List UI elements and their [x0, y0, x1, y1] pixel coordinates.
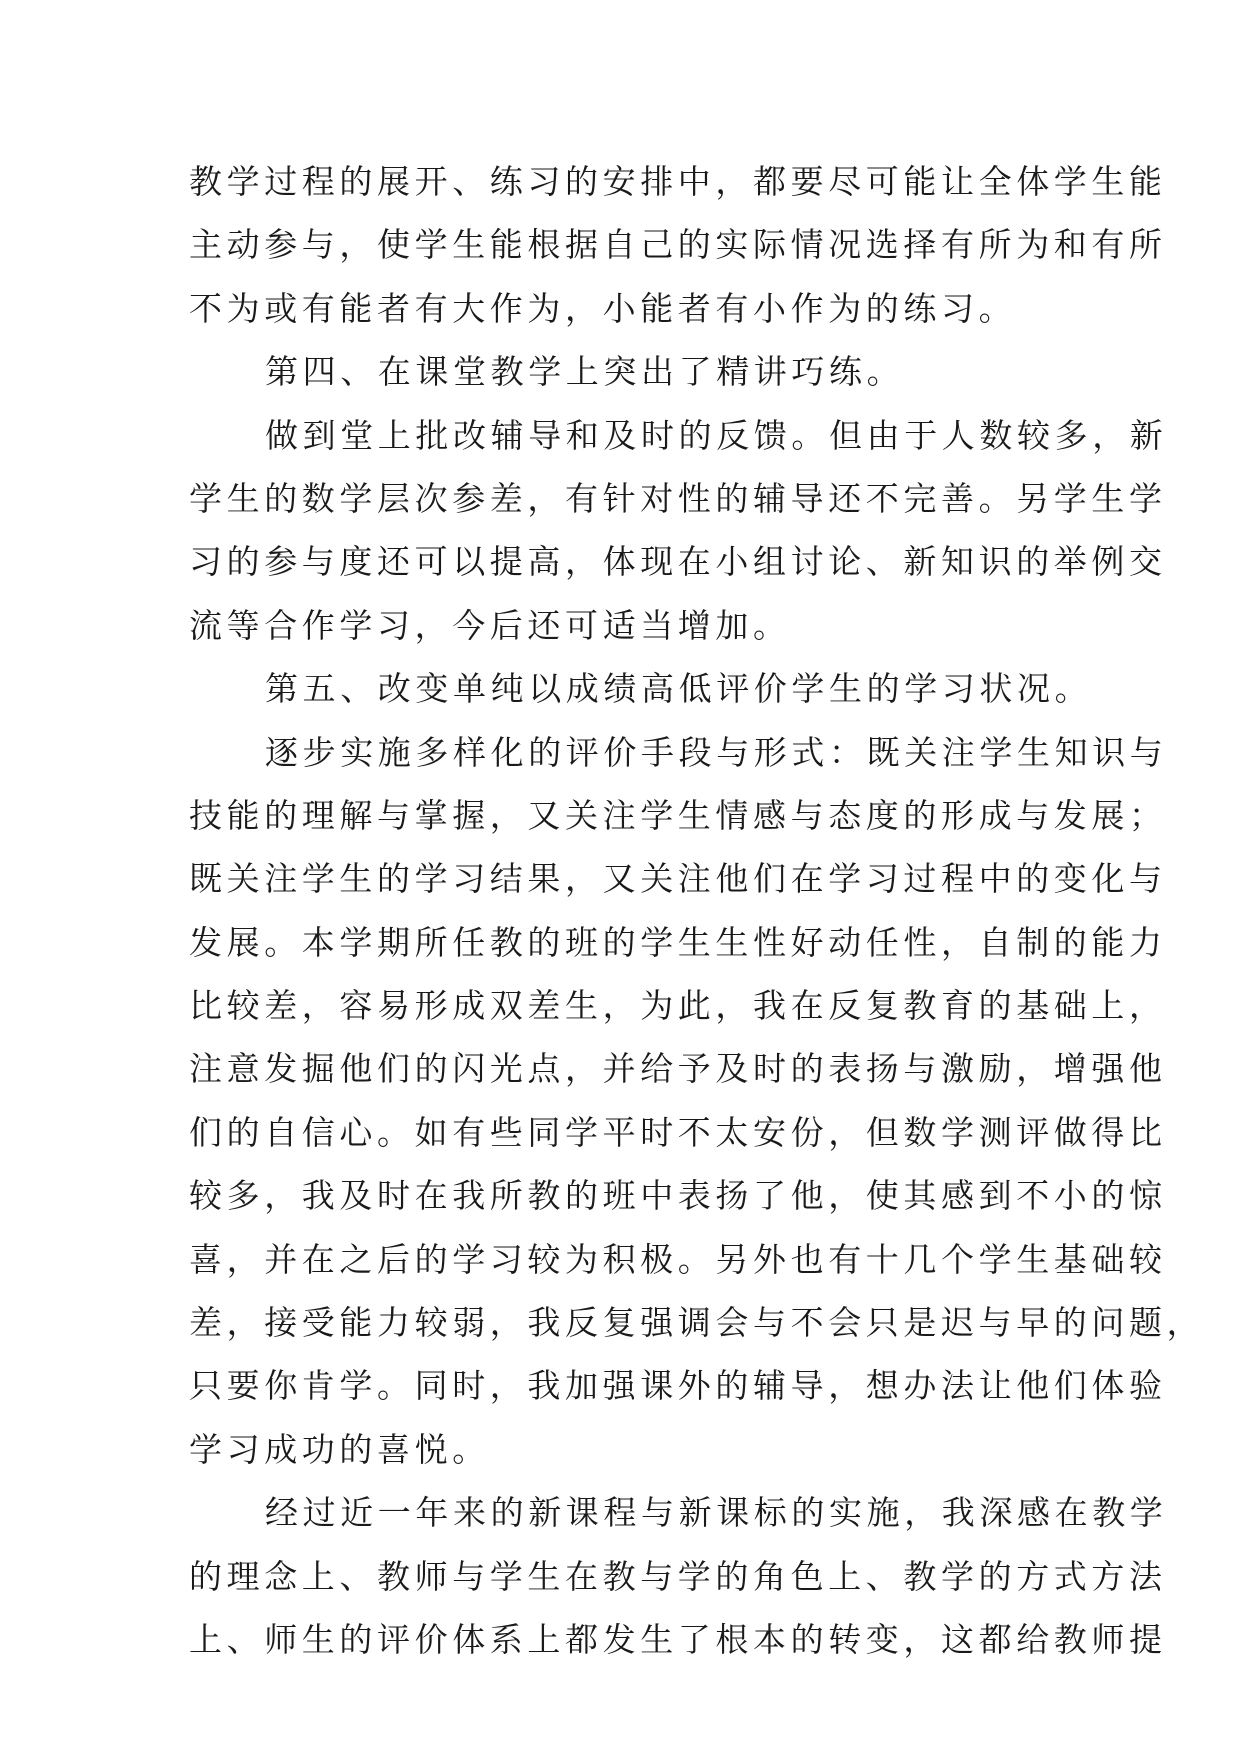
text-line: 做到堂上批改辅导和及时的反馈。但由于人数较多，新 [265, 415, 1168, 455]
text-line: 经过近一年来的新课程与新课标的实施，我深感在教学 [265, 1493, 1168, 1533]
text-line: 主动参与，使学生能根据自己的实际情况选择有所为和有所 [189, 225, 1167, 265]
text-line: 技能的理解与掌握，又关注学生情感与态度的形成与发展； [189, 795, 1167, 835]
text-line: 上、师生的评价体系上都发生了根本的转变，这都给教师提 [189, 1619, 1167, 1659]
text-line: 较多，我及时在我所教的班中表扬了他，使其感到不小的惊 [189, 1176, 1167, 1216]
text-line: 喜，并在之后的学习较为积极。另外也有十几个学生基础较 [189, 1239, 1167, 1279]
text-line: 既关注学生的学习结果，又关注他们在学习过程中的变化与 [189, 859, 1167, 899]
paragraph [189, 721, 1205, 1482]
paragraph [189, 1481, 1168, 1671]
text-line: 差，接受能力较弱，我反复强调会与不会只是迟与早的问题， [189, 1303, 1205, 1343]
text-line: 的理念上、教师与学生在教与学的角色上、教学的方式方法 [189, 1556, 1167, 1596]
paragraph [189, 150, 1167, 340]
text-line: 注意发掘他们的闪光点，并给予及时的表扬与激励，增强他 [189, 1049, 1167, 1089]
text-line: 逐步实施多样化的评价手段与形式：既关注学生知识与 [265, 732, 1168, 772]
text-line: 学生的数学层次参差，有针对性的辅导还不完善。另学生学 [189, 478, 1167, 518]
text-line: 学习成功的喜悦。 [189, 1429, 490, 1469]
text-line: 只要你肯学。同时，我加强课外的辅导，想办法让他们体验 [189, 1366, 1167, 1406]
paragraph [189, 657, 1093, 720]
text-line: 流等合作学习，今后还可适当增加。 [189, 605, 791, 645]
document-body [189, 150, 1205, 1671]
text-line: 第五、改变单纯以成绩高低评价学生的学习状况。 [265, 669, 1093, 709]
text-line: 比较差，容易形成双差生，为此，我在反复教育的基础上， [189, 986, 1167, 1026]
text-line: 发展。本学期所任教的班的学生生性好动任性，自制的能力 [189, 922, 1167, 962]
text-line: 第四、在课堂教学上突出了精讲巧练。 [265, 352, 905, 392]
text-line: 不为或有能者有大作为，小能者有小作为的练习。 [189, 288, 1017, 328]
text-line: 们的自信心。如有些同学平时不太安份，但数学测评做得比 [189, 1112, 1167, 1152]
paragraph [189, 404, 1168, 658]
paragraph [189, 340, 1069, 403]
text-line: 教学过程的展开、练习的安排中，都要尽可能让全体学生能 [189, 162, 1167, 201]
text-line: 习的参与度还可以提高，体现在小组讨论、新知识的举例交 [189, 542, 1167, 582]
